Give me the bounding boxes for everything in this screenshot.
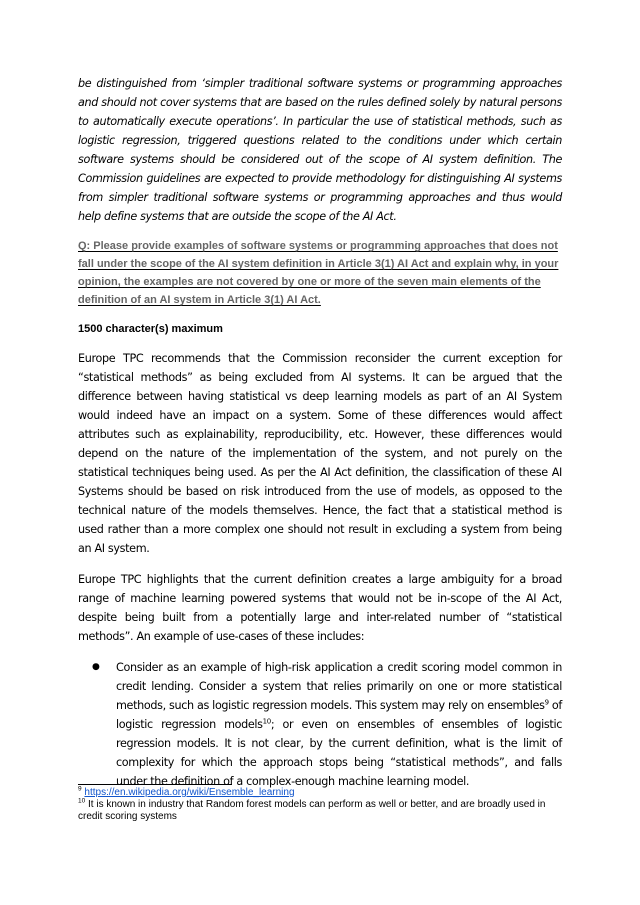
bullet-dot-icon: ● <box>92 662 100 672</box>
bullet-text-part-2: of logistic regression models <box>116 699 562 731</box>
intro-paragraph: be distinguished from ‘simpler traditional software systems or programming approaches and should not cover systems that are based on the rules defined solely by natural persons to automatically execute operations’. In particular the use of statistical methods, such as logistic regression, triggered questions related to the conditions under which certain software systems should be considered out of the scope of AI system definition. The Commission guidelines are expected to provide methodology for distinguishing AI systems from simpler traditional software systems or programming approaches and thus would help define systems that are outside the scope of the AI Act. <box>78 77 562 223</box>
response-paragraph-2: Europe TPC highlights that the current definition creates a large ambiguity for a broad range of machine learning powered systems that would not be in-scope of the AI Act, despite being built from a potentially large and inter-related number of “statistical methods”. An example of use-cases of these includes: <box>78 573 562 643</box>
footnote-number: 9 <box>78 785 82 793</box>
character-limit-label: 1500 character(s) maximum <box>78 323 223 335</box>
footnote-number: 10 <box>78 797 86 805</box>
consultation-question: Q: Please provide examples of software systems or programming approaches that does not fall under the scope of the AI system definition in Article 3(1) AI Act and explain why, in your opinion, the examples are not covered by one or more of the seven main elements of the definition of an AI system in Article 3(1) AI Act. <box>78 240 559 306</box>
footnote-ref-9[interactable]: 9 <box>544 698 549 707</box>
footnote-9 <box>78 787 562 799</box>
bullet-text-part-3: ; or even on ensembles of ensembles of logistic regression models. It is not clear, by the current definition, what is the limit of complexity for which the approach stops being “statistical methods”, and falls under the definition of a complex-enough machine learning model. <box>116 718 563 788</box>
footnote-separator <box>78 784 232 785</box>
example-list <box>78 658 562 791</box>
footnote-text: It is known in industry that Random forest models can perform as well or better, and are broadly used in credit scoring systems <box>78 799 546 822</box>
bullet-text-part-1: Consider as an example of high-risk application a credit scoring model common in credit lending. Consider a system that relies primarily on one or more statistical methods, such as logistic regression models. This system may rely on ensembles <box>116 661 562 712</box>
footnotes <box>78 787 562 823</box>
list-item <box>78 658 562 791</box>
footnote-ref-10[interactable]: 10 <box>262 717 271 726</box>
response-paragraph-1: Europe TPC recommends that the Commission reconsider the current exception for “statistical methods” as being excluded from AI systems. It can be argued that the difference between having statistical vs deep learning models as part of an AI System would indeed have an impact on a system. Some of these differences would affect attributes such as explainability, reproducibility, etc. However, these differences would depend on the nature of the implementation of the system, and not purely on the statistical techniques being used. As per the AI Act definition, the classification of these AI Systems should be based on risk introduced from the use of models, as opposed to the technical nature of the models themselves. Hence, the fact that a statistical method is used rather than a more complex one should not result in excluding a system from being an AI system. <box>78 352 562 555</box>
footnote-10 <box>78 799 562 823</box>
page-content <box>78 74 562 791</box>
footnote-link[interactable]: https://en.wikipedia.org/wiki/Ensemble_learning <box>84 787 295 798</box>
